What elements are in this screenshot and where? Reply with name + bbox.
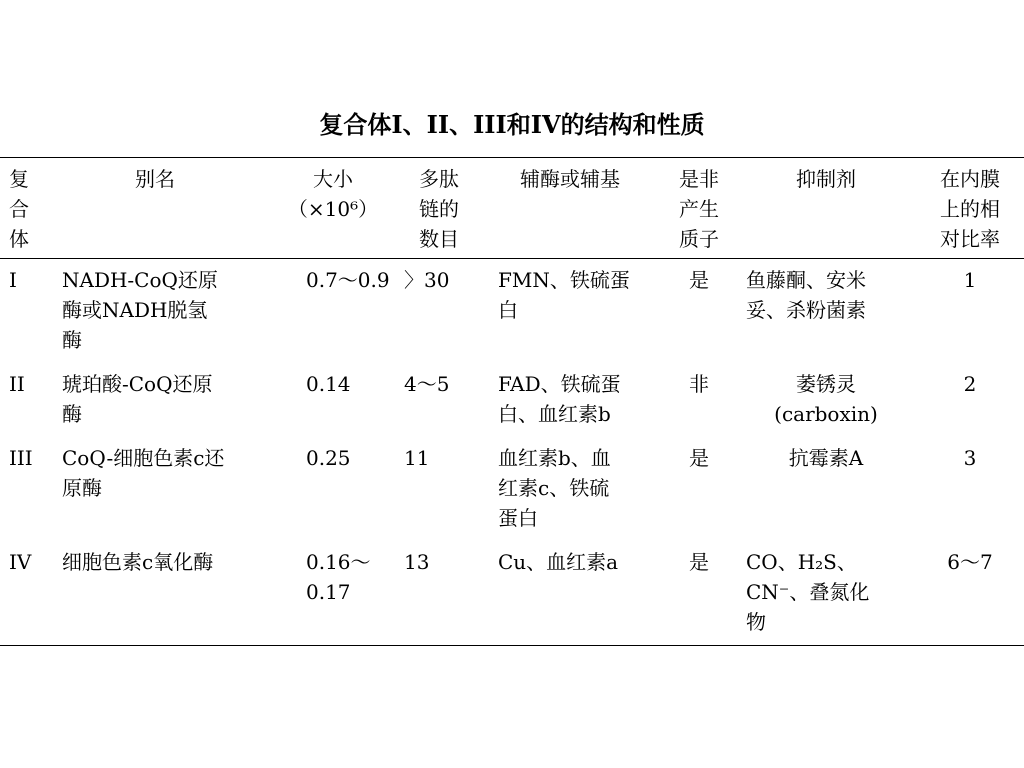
cell-size: 0.16～ 0.17 bbox=[306, 550, 371, 604]
cell-proton: 是 bbox=[689, 268, 709, 292]
header-alias: 别名 bbox=[135, 167, 175, 191]
cell-chains: 4～5 bbox=[404, 372, 450, 396]
cell-cofactor: FAD、铁硫蛋 白、血红素b bbox=[498, 372, 621, 426]
cell-ratio: 3 bbox=[963, 446, 977, 470]
cell-inhibitor: CO、H₂S、 CN⁻、叠氮化 物 bbox=[746, 550, 870, 634]
cell-complex: IV bbox=[9, 550, 32, 574]
cell-proton: 是 bbox=[689, 550, 709, 574]
cell-cofactor: FMN、铁硫蛋 白 bbox=[498, 268, 630, 322]
cell-ratio: 6～7 bbox=[947, 550, 993, 574]
cell-alias: 细胞色素c氧化酶 bbox=[62, 550, 214, 574]
cell-cofactor: 血红素b、血 红素c、铁硫 蛋白 bbox=[498, 446, 611, 530]
header-size: 大小 （×10⁶） bbox=[287, 167, 379, 221]
cell-ratio: 2 bbox=[963, 372, 977, 396]
header-complex: 复 合 体 bbox=[9, 167, 29, 251]
cell-proton: 是 bbox=[689, 446, 709, 470]
cell-inhibitor: 抗霉素A bbox=[788, 446, 864, 470]
cell-proton: 非 bbox=[689, 372, 709, 396]
cell-size: 0.14 bbox=[306, 372, 351, 396]
cell-ratio: 1 bbox=[963, 268, 977, 292]
header-chains: 多肽 链的 数目 bbox=[419, 167, 459, 251]
cell-alias: CoQ-细胞色素c还 原酶 bbox=[62, 446, 225, 500]
cell-chains: 13 bbox=[404, 550, 430, 574]
cell-inhibitor: 鱼藤酮、安米 妥、杀粉菌素 bbox=[746, 268, 866, 322]
header-ratio: 在内膜 上的相 对比率 bbox=[940, 167, 1000, 251]
cell-complex: II bbox=[9, 372, 25, 396]
cell-alias: NADH-CoQ还原 酶或NADH脱氢 酶 bbox=[62, 268, 218, 352]
cell-chains: 〉30 bbox=[404, 268, 450, 292]
table-row bbox=[0, 259, 1024, 364]
table-row bbox=[0, 437, 1024, 541]
complex-table bbox=[0, 157, 1024, 646]
cell-alias: 琥珀酸-CoQ还原 酶 bbox=[62, 372, 213, 426]
cell-size: 0.25 bbox=[306, 446, 351, 470]
table-row bbox=[0, 363, 1024, 437]
header-row bbox=[0, 158, 1024, 259]
header-inhibitor: 抑制剂 bbox=[796, 167, 856, 191]
cell-complex: I bbox=[9, 268, 17, 292]
table-title: 复合体I、II、III和IV的结构和性质 bbox=[319, 110, 705, 139]
header-cofactor: 辅酶或辅基 bbox=[520, 167, 620, 191]
table-row bbox=[0, 541, 1024, 646]
cell-size: 0.7～0.9 bbox=[306, 268, 390, 292]
cell-complex: III bbox=[9, 446, 33, 470]
cell-chains: 11 bbox=[404, 446, 430, 470]
cell-inhibitor: 萎锈灵 (carboxin) bbox=[774, 372, 878, 426]
cell-cofactor: Cu、血红素a bbox=[498, 550, 619, 574]
header-proton: 是非 产生 质子 bbox=[679, 167, 719, 251]
